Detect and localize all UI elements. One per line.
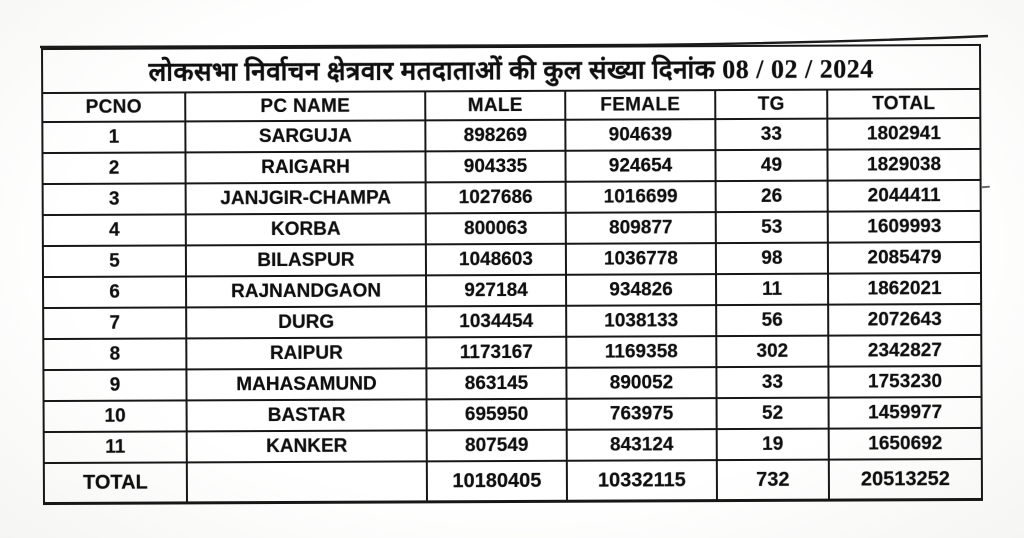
total-female: 10332115 <box>567 460 717 501</box>
cell-male: 898269 <box>425 120 565 152</box>
cell-pcno: 2 <box>42 152 185 184</box>
table-row <box>42 118 980 153</box>
cell-pcno: 1 <box>42 121 185 153</box>
column-header-pc-name: PC NAME <box>185 91 425 121</box>
cell-pc-name: RAJNANDGAON <box>186 275 426 307</box>
cell-pcno: 10 <box>44 400 187 432</box>
cell-total: 2342827 <box>828 335 981 367</box>
table-title-row <box>42 45 980 93</box>
cell-female: 763975 <box>567 398 717 430</box>
cell-tg: 52 <box>717 398 829 429</box>
cell-tg: 33 <box>715 119 827 150</box>
column-header-female: FEMALE <box>565 90 715 120</box>
cell-female: 1036778 <box>566 243 716 275</box>
voter-count-table <box>41 44 981 505</box>
cell-male: 1173167 <box>426 337 566 369</box>
cell-pc-name: BILASPUR <box>186 244 426 276</box>
cell-pc-name: BASTAR <box>187 399 427 431</box>
scan-artifact-dash <box>981 186 990 189</box>
cell-total: 1753230 <box>828 366 981 398</box>
cell-pc-name: KANKER <box>187 430 427 462</box>
cell-female: 1016699 <box>566 181 716 213</box>
table-row <box>42 149 980 184</box>
cell-pc-name: RAIGARH <box>185 151 425 183</box>
table-row <box>43 335 981 370</box>
table-row <box>44 428 982 463</box>
cell-male: 800063 <box>426 213 566 245</box>
column-header-total: TOTAL <box>827 89 980 119</box>
column-header-tg: TG <box>715 90 827 119</box>
total-total: 20513252 <box>829 459 982 500</box>
cell-female: 1038133 <box>566 305 716 337</box>
cell-pc-name: MAHASAMUND <box>186 368 426 400</box>
cell-pcno: 3 <box>43 183 186 215</box>
cell-tg: 98 <box>716 243 828 274</box>
cell-tg: 49 <box>715 150 827 181</box>
cell-total: 1862021 <box>828 273 981 305</box>
cell-male: 1034454 <box>426 306 566 338</box>
column-header-pcno: PCNO <box>42 92 185 122</box>
cell-tg: 19 <box>717 429 829 460</box>
total-male: 10180405 <box>427 461 567 502</box>
cell-total: 1802941 <box>827 118 980 150</box>
cell-tg: 33 <box>716 367 828 398</box>
cell-pcno: 8 <box>43 338 186 370</box>
cell-pcno: 7 <box>43 307 186 339</box>
total-label: TOTAL <box>44 462 187 503</box>
cell-male: 1027686 <box>426 182 566 214</box>
table-row <box>43 211 981 246</box>
cell-pc-name: SARGUJA <box>185 120 425 152</box>
cell-female: 843124 <box>567 429 717 461</box>
cell-total: 1459977 <box>829 397 982 429</box>
cell-pcno: 11 <box>44 431 187 463</box>
column-header-male: MALE <box>425 91 565 121</box>
cell-female: 934826 <box>566 274 716 306</box>
voter-table <box>41 44 983 505</box>
cell-tg: 26 <box>716 181 828 212</box>
cell-total: 1829038 <box>827 149 980 181</box>
table-row <box>43 273 981 308</box>
table-row <box>44 397 982 432</box>
total-tg: 732 <box>717 460 829 501</box>
cell-total: 2085479 <box>828 242 981 274</box>
table-title: लोकसभा निर्वाचन क्षेत्रवार मतदाताओं की कुल संख्या दिनांक 08 / 02 / 2024 <box>42 45 980 93</box>
cell-pcno: 6 <box>43 276 186 308</box>
cell-female: 1169358 <box>566 336 716 368</box>
cell-pc-name: RAIPUR <box>186 337 426 369</box>
cell-pc-name: KORBA <box>186 213 426 245</box>
cell-female: 890052 <box>566 367 716 399</box>
table-row <box>43 304 981 339</box>
table-total-row <box>44 459 982 504</box>
cell-male: 863145 <box>426 368 566 400</box>
cell-total: 1650692 <box>829 428 982 460</box>
cell-total: 1609993 <box>828 211 981 243</box>
cell-pc-name: DURG <box>186 306 426 338</box>
table-header-row <box>42 89 980 122</box>
cell-male: 1048603 <box>426 244 566 276</box>
cell-male: 927184 <box>426 275 566 307</box>
cell-total: 2072643 <box>828 304 981 336</box>
cell-total: 2044411 <box>828 180 981 212</box>
table-row <box>43 366 981 401</box>
total-pc-name <box>187 461 427 503</box>
cell-female: 924654 <box>565 150 715 182</box>
table-row <box>43 242 981 277</box>
cell-pc-name: JANJGIR-CHAMPA <box>186 182 426 214</box>
cell-pcno: 5 <box>43 245 186 277</box>
cell-female: 904639 <box>565 119 715 151</box>
cell-pcno: 9 <box>43 369 186 401</box>
cell-male: 695950 <box>427 399 567 431</box>
cell-tg: 11 <box>716 274 828 305</box>
cell-pcno: 4 <box>43 214 186 246</box>
cell-male: 904335 <box>425 151 565 183</box>
cell-female: 809877 <box>566 212 716 244</box>
cell-tg: 302 <box>716 336 828 367</box>
table-row <box>43 180 981 215</box>
cell-male: 807549 <box>427 430 567 462</box>
cell-tg: 56 <box>716 305 828 336</box>
cell-tg: 53 <box>716 212 828 243</box>
